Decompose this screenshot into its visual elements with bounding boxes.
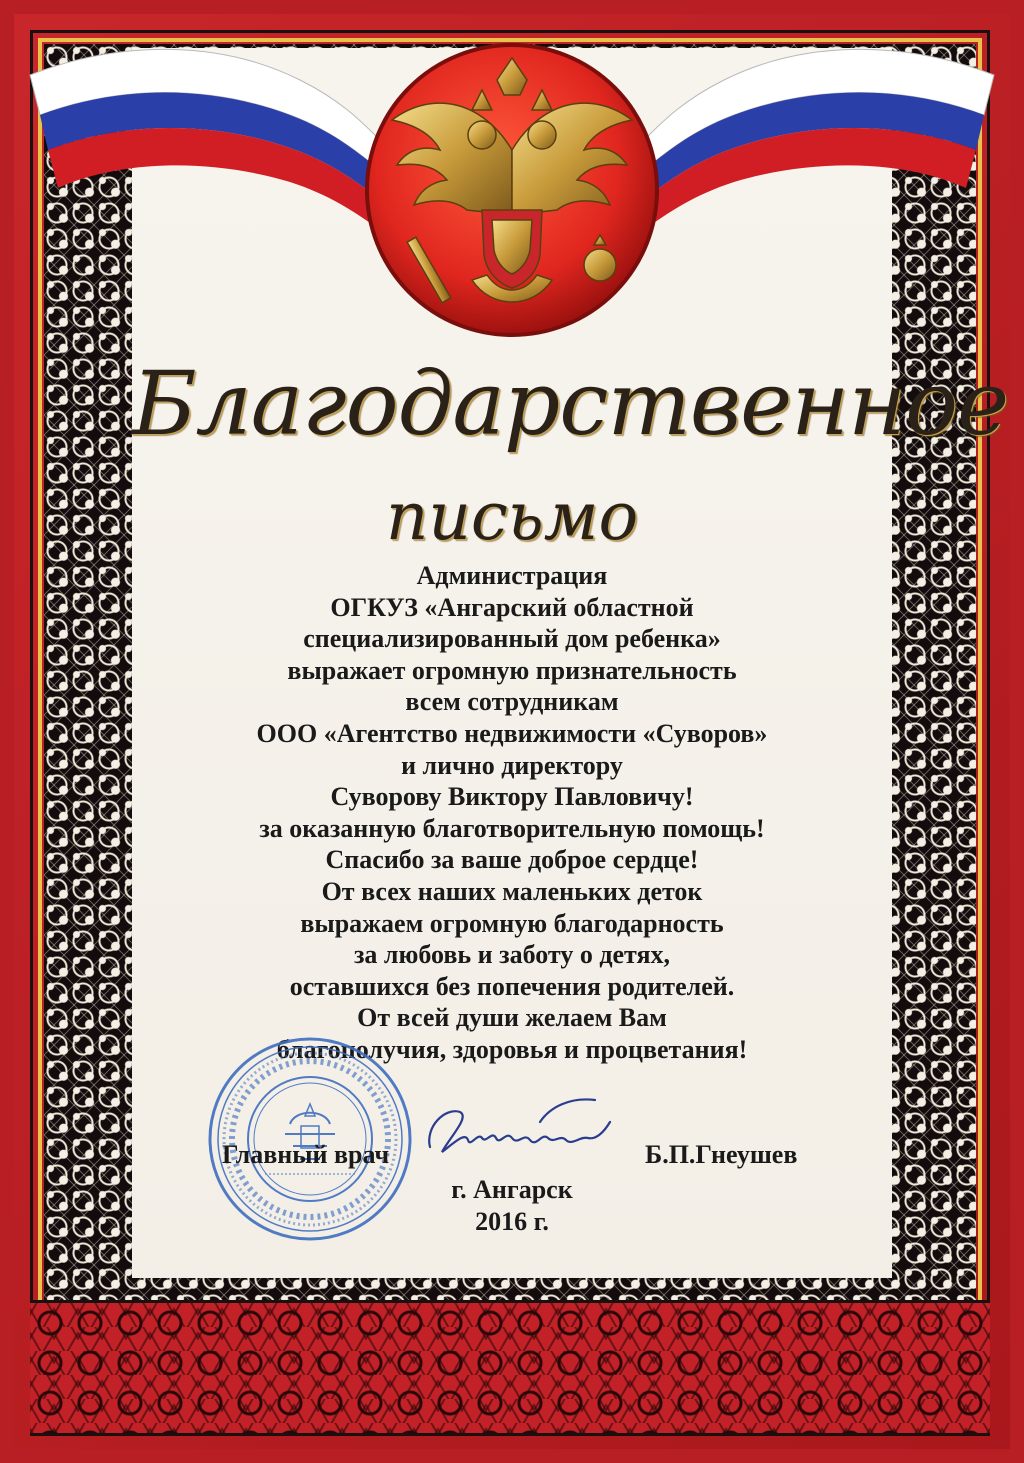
body-line: ООО «Агентство недвижимости «Суворов» (256, 718, 768, 748)
body-line: Спасибо за ваше доброе сердце! (325, 845, 699, 875)
signatory-name: Б.П.Гнеушев (645, 1140, 798, 1169)
document-title-line1: Благодарственное (132, 352, 1009, 455)
body-line: ОГКУЗ «Ангарский областной (330, 592, 694, 622)
handwritten-signature (420, 1092, 620, 1167)
body-line: оставшихся без попечения родителей. (289, 971, 735, 1001)
body-line: специализированный дом ребенка» (303, 624, 721, 654)
body-line: за любовь и заботу о детях, (353, 940, 671, 970)
body-line: благополучия, здоровья и процветания! (276, 1034, 748, 1064)
letter-body (132, 560, 892, 1066)
body-line: и лично директору (401, 750, 623, 780)
body-line: выражает огромную признательность (287, 655, 737, 685)
body-line: От всей души желаем Вам (357, 1003, 667, 1033)
bottom-ornament-band (30, 1300, 990, 1436)
year-line: 2016 г. (475, 1207, 549, 1236)
body-line: всем сотрудникам (405, 687, 619, 717)
document-title-line2: письмо (385, 478, 639, 555)
city-line: г. Ангарск (451, 1175, 573, 1204)
body-line: Суворову Виктору Павловичу! (330, 782, 694, 812)
body-line: выражаем огромную благодарность (300, 908, 724, 938)
double-headed-eagle-icon (362, 40, 662, 340)
body-line: Администрация (416, 561, 608, 590)
body-line: От всех наших маленьких деток (321, 876, 703, 906)
signatory-role: Главный врач (222, 1140, 390, 1169)
body-line: за оказанную благотворительную помощь! (259, 813, 765, 843)
